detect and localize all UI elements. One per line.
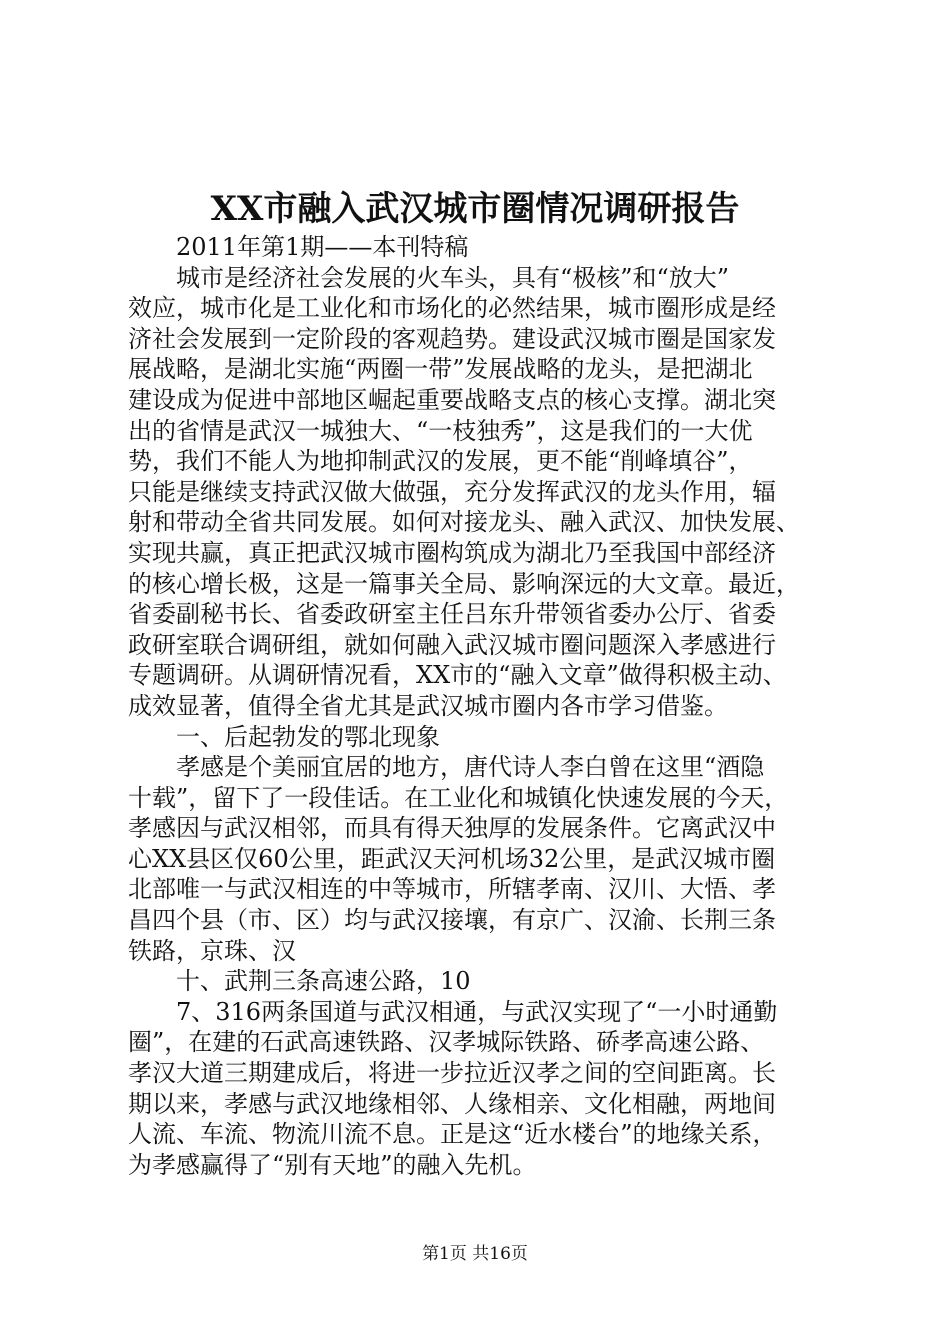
body-line: 孝感因与武汉相邻，而具有得天独厚的发展条件。它离武汉中	[128, 814, 776, 843]
body-line: 势，我们不能人为地抑制武汉的发展，更不能“削峰填谷”，	[128, 447, 753, 476]
body-line: 心XX县区仅60公里，距武汉天河机场32公里，是武汉城市圈	[128, 844, 776, 873]
body-line: 人流、车流、物流川流不息。正是这“近水楼台”的地缘关系，	[128, 1120, 777, 1149]
body-line: 十、武荆三条高速公路，10	[176, 967, 471, 996]
document-title: XX市融入武汉城市圈情况调研报告	[210, 189, 740, 229]
body-line: 成效显著，值得全省尤其是武汉城市圈内各市学习借鉴。	[128, 691, 728, 720]
body-line: 城市是经济社会发展的火车头，具有“极核”和“放大”	[176, 263, 730, 292]
body-line: 昌四个县（市、区）均与武汉接壤，有京广、汉渝、长荆三条	[128, 906, 776, 935]
body-line: 7、316两条国道与武汉相通，与武汉实现了“一小时通勤	[176, 997, 778, 1026]
body-line: 2011年第1期——本刊特稿	[176, 233, 469, 261]
body-line: 效应，城市化是工业化和市场化的必然结果，城市圈形成是经	[128, 294, 776, 323]
body-line: 建设成为促进中部地区崛起重要战略支点的核心支撑。湖北突	[128, 385, 776, 414]
body-line: 专题调研。从调研情况看，XX市的“融入文章”做得积极主动、	[128, 661, 787, 690]
body-line: 北部唯一与武汉相连的中等城市，所辖孝南、汉川、大悟、孝	[128, 875, 776, 904]
body-line: 圈”，在建的石武高速铁路、汉孝城际铁路、硚孝高速公路、	[128, 1028, 765, 1057]
document-body	[128, 232, 828, 1180]
body-line: 为孝感赢得了“别有天地”的融入先机。	[128, 1150, 537, 1179]
body-line: 省委副秘书长、省委政研室主任吕东升带领省委办公厅、省委	[128, 600, 776, 629]
body-line: 期以来，孝感与武汉地缘相邻、人缘相亲、文化相融，两地间	[128, 1089, 776, 1118]
body-line: 实现共赢，真正把武汉城市圈构筑成为湖北乃至我国中部经济	[128, 538, 776, 567]
body-line: 一、后起勃发的鄂北现象	[176, 722, 440, 751]
body-line: 十载”，留下了一段佳话。在工业化和城镇化快速发展的今天，	[128, 783, 789, 812]
body-line: 展战略，是湖北实施“两圈一带”发展战略的龙头，是把湖北	[128, 355, 753, 384]
body-line: 只能是继续支持武汉做大做强，充分发挥武汉的龙头作用，辐	[128, 477, 776, 506]
body-line: 政研室联合调研组，就如何融入武汉城市圈问题深入孝感进行	[128, 630, 776, 659]
body-line: 济社会发展到一定阶段的客观趋势。建设武汉城市圈是国家发	[128, 324, 776, 353]
body-line: 射和带动全省共同发展。如何对接龙头、融入武汉、加快发展、	[128, 508, 800, 537]
body-line: 的核心增长极，这是一篇事关全局、影响深远的大文章。最近，	[128, 569, 800, 598]
body-line: 出的省情是武汉一城独大、“一枝独秀”，这是我们的一大优	[128, 416, 753, 445]
body-line: 孝汉大道三期建成后，将进一步拉近汉孝之间的空间距离。长	[128, 1059, 776, 1088]
body-line: 孝感是个美丽宜居的地方，唐代诗人李白曾在这里“酒隐	[176, 753, 765, 782]
body-line: 铁路，京珠、汉	[128, 936, 296, 965]
page-footer: 第1页 共16页	[422, 1244, 528, 1264]
